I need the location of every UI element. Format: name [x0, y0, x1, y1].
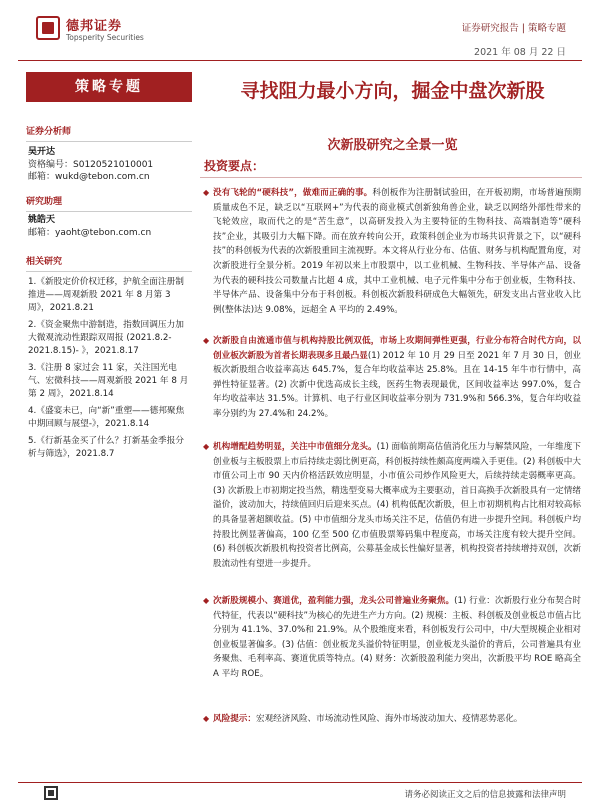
footer-divider	[18, 782, 582, 783]
qr-code-icon	[44, 786, 58, 800]
report-type: 证券研究报告 | 策略专题	[461, 23, 566, 34]
key-point	[203, 334, 581, 422]
analyst-name: 吴开达	[28, 147, 56, 157]
logo-mark-icon	[36, 16, 60, 40]
related-report[interactable]: 3.《注册 8 家过会 11 家，关注国光电气、宏微科技——周观新股 2021 年 8 月第 2 周》，2021.8.14	[28, 363, 189, 399]
key-point	[203, 440, 581, 571]
risk-lead: 风险提示：	[213, 714, 256, 724]
key-point	[203, 594, 581, 682]
report-subtitle: 次新股研究之全景一览	[327, 138, 458, 153]
analyst-heading: 证券分析师	[26, 124, 192, 142]
report-date: 2021 年 08 月 22 日	[474, 47, 566, 58]
key-point-lead: 没有飞轮的“硬科技”，做难而正确的事。	[213, 188, 373, 198]
logo-name-en: Topsperity Securities	[66, 33, 144, 42]
key-points-heading: 投资要点：	[200, 156, 582, 178]
key-point-lead: 次新股规模小、赛道优，盈利能力强，龙头公司普遍业务聚焦。	[213, 596, 455, 606]
company-logo	[36, 14, 156, 46]
key-point-body: (1) 2012 年 10 月 29 日至 2021 年 7 月 30 日，创业板次新股组合收益率高达 645.7%，复合年均收益率达 25.8%。且在 14-15 年牛市行情中，高弹性特征显著。(2) 次新中优选高成长主线，医药生物表现最优，区间收益率达 997.0%，复合年均收益率达 31.5%。计算机、电子行业区间收益率分别为 731.9%和 566.3%，复合年均收益率分别约为 27.4%和 24.2%。	[213, 350, 581, 419]
header-divider	[18, 60, 582, 61]
key-point-body: 科创板作为注册制试验田，在开板初期，市场普遍预期质量成色不足，缺乏以“互联网+”为代表的商业模式创新独角兽企业，缺乏以网络外部性带来的飞轮效应，取而代之的是“苦生意”，以高研发投入为主要特征的生物科技、高端制造等“硬科技”企业，其吸引力大幅下降。而在放弃转向公开，政策科创企业为市场共识背景之下，以“硬科技”的科创板为代表的次新股重回主流视野。本文将从行业分布、估值、财务与机构配置角度，对次新股进行全景分析。2019 年初以来上市股票中，以工业机械、生物科技、半导体产品、设备为代表的硬科技公司数量占比超 4 成，其中工业机械、电子元件集中分布于创业板，生物科技、半导体产品、设备集中分布于科创板。科创板次新股科研成色大幅领先，研发支出占营业收入比例(整体法)达 9.08%，远超全 A 平均的 2.49%。	[213, 188, 581, 315]
related-report[interactable]: 1.《新股定价价权迁移，护航全面注册制推进——周观新股 2021 年 8 月第 3 周》，2021.8.21	[28, 277, 184, 313]
footer-disclaimer: 请务必阅读正文之后的信息披露和法律声明	[404, 790, 566, 800]
related-report[interactable]: 2.《资金聚焦中游制造，指数回调压力加大微观流动性跟踪双周报 (2021.8.2-2021.8.15)- 》，2021.8.17	[28, 320, 184, 356]
report-title: 寻找阻力最小方向，掘金中盘次新股	[240, 80, 545, 102]
analyst-cert: 资格编号：S0120521010001	[28, 159, 154, 170]
researcher-email[interactable]: 邮箱：yaoht@tebon.com.cn	[28, 227, 152, 238]
analyst-email[interactable]: 邮箱：wukd@tebon.com.cn	[28, 172, 150, 182]
analyst-info	[28, 146, 192, 184]
key-point	[203, 186, 581, 317]
key-point-body: (1) 行业：次新股行业分布契合时代特征，代表以“硬科技”为核心的先进生产力方向。(2) 规模：主板、科创板及创业板总市值占比分别为 41.1%、37.0%和 21.9%。从个股维度来看，科创板发行公司中，中/大型规模企业相对创业板显著偏多。(3) 估值：创业板龙头溢价特征明显，创业板龙头溢价的背后，公司普遍具有业务聚焦、毛利率高、赛道优质等特点。(4) 财务：次新股盈利能力突出，次新股平均 ROE 略高全 A 平均 ROE。	[213, 596, 581, 679]
related-report-list	[28, 276, 192, 461]
risk-warning	[203, 712, 581, 727]
key-point-body: (1) 面临前期高估值消化压力与解禁风险，一年维度下创业板与主板股票上市后持续走弱比例更高，科创板持续性颇高度两端入手更佳。(2) 科创板中大市值公司上市 90 天内价格活跃效应明显，小市值公司炒作风险更大，后续持续走弱概率更高。(3) 次新股上市初期定投当然，精选型变易大概率成为主要驱动，首日高换手次新股具有一定情绪溢价，波动加大，持续值回归后迎来买点。(4) 机构低配次新股，但上市初期机构占比相对较高标的具备显著超额收益。(5) 中市值细分龙头市场关注不足，估值仍有进一步提升空间。科创板户均持股比例显著偏高，100 亿至 500 亿市值股票筹码集中程度高，市场关注度有较大提升空间。(6) 科创板次新股机构投资者比例高，公募基金成长性偏好显著，机构投资者持续增持双创，次新股流动性有望进一步提升。	[213, 442, 581, 569]
key-point-lead: 次新股自由流通市值与机构持股比例双低，市场上攻期间弹性更强，行业分布符合时代方向，以创业板次新股为首者长期表现多且最凸显	[213, 336, 581, 361]
category-badge: 策略专题	[26, 72, 192, 102]
key-point-lead: 机构增配趋势明显，关注中市值细分龙头。	[213, 442, 377, 452]
researcher-heading: 研究助理	[26, 194, 192, 212]
logo-name-cn: 德邦证券	[66, 19, 123, 34]
related-heading: 相关研究	[26, 254, 192, 272]
related-report[interactable]: 4.《盛宴未已，向“新”重塑——德邦聚焦中期回顾与展望-》，2021.8.14	[28, 406, 185, 429]
risk-body: 宏观经济风险、市场流动性风险、海外市场波动加大、疫情恶势恶化。	[255, 714, 523, 724]
researcher-info	[28, 214, 192, 239]
researcher-name: 姚皓天	[28, 215, 56, 225]
related-report[interactable]: 5.《行新基金买了什么？打新基金季报分析与筛选》，2021.8.7	[28, 436, 184, 459]
